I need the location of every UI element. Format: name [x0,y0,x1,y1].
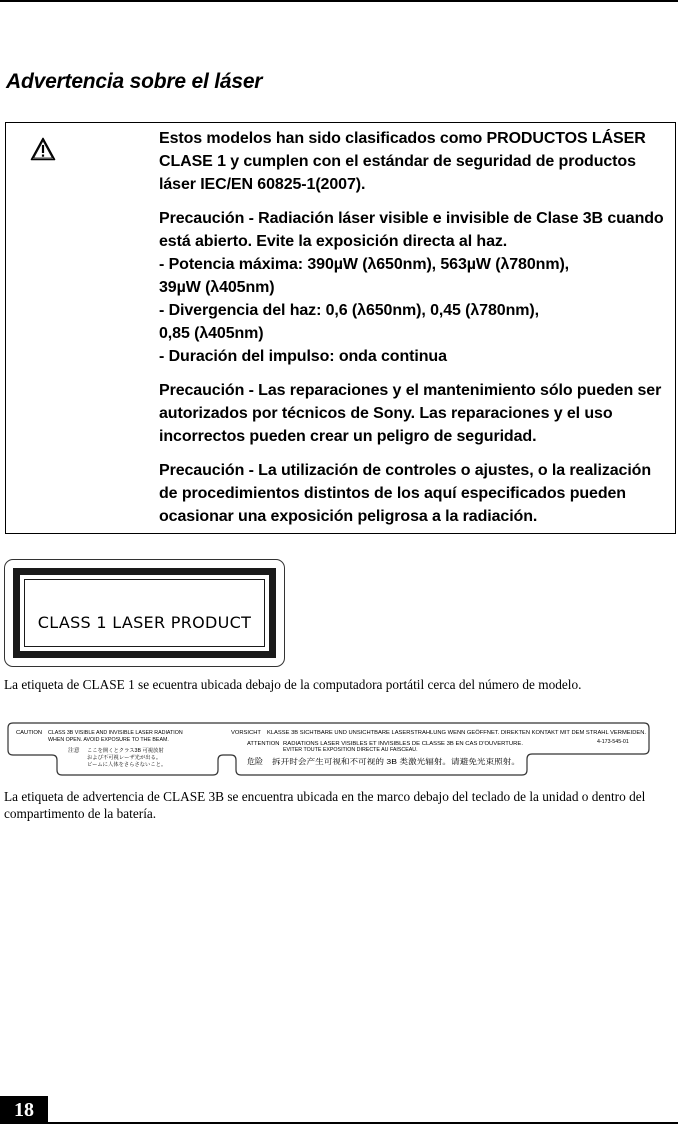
label-frame [13,568,276,658]
text-line: ocasionar una exposición peligrosa a la radiación. [159,508,538,525]
label-inner-frame [24,579,265,647]
bottom-rule [48,1122,678,1124]
warning-triangle-icon [30,137,56,161]
text-line: 0,85 (λ405nm) [159,325,264,342]
japanese-heading: 注意 [68,748,80,754]
caution-line-1: CLASS 3B VISIBLE AND INVISIBLE LASER RADIATION [48,730,183,736]
warning-paragraph-repairs [159,379,674,448]
page-title: Advertencia sobre el láser [6,70,263,93]
text-line: 39µW (λ405nm) [159,279,275,296]
class1-caption: La etiqueta de CLASE 1 se ecuentra ubicada debajo de la computadora portátil cerca del número de modelo. [4,677,582,692]
vorsicht-text: KLASSE 3B SICHTBARE UND UNSICHTBARE LASERSTRAHLUNG WENN GEÖFFNET. DIREKTEN KONTAKT MIT DEM STRAHL VERMEIDEN. [267,730,615,736]
text-line: autorizados por técnicos de Sony. Las reparaciones y el uso [159,405,613,422]
warning-paragraph-classification [159,127,674,196]
class1-laser-label [4,559,285,667]
text-line: de procedimientos distintos de los aquí especificados pueden [159,485,626,502]
chinese-text: 拆开时会产生可视和不可视的 3B 类激光辐射。请避免光束照射。 [272,757,520,766]
class3b-warning-label [7,722,650,776]
attention-line-2: EVITER TOUTE EXPOSITION DIRECTE AU FAISCEAU. [283,747,418,753]
class1-label-text: CLASS 1 LASER PRODUCT [37,613,252,632]
caution-line-2: WHEN OPEN. AVOID EXPOSURE TO THE BEAM. [48,737,169,743]
text-line: Precaución - La utilización de controles o ajustes, o la realización [159,462,652,479]
text-line: CLASE 1 y cumplen con el estándar de seguridad de productos [159,153,636,170]
attention-heading: ATTENTION [247,741,280,747]
chinese-heading: 危险 [247,757,263,766]
japanese-line-2: および不可視レーザ光が出る。 [87,755,162,761]
text-line: láser IEC/EN 60825-1(2007). [159,176,366,193]
text-line: - Divergencia del haz: 0,6 (λ650nm), 0,45 (λ780nm), [159,302,539,319]
vorsicht-heading: VORSICHT [231,730,261,736]
text-line: - Potencia máxima: 390µW (λ650nm), 563µW (λ780nm), [159,256,570,273]
class3b-caption: La etiqueta de advertencia de CLASE 3B se encuentra ubicada en the marco debajo del teclado de la unidad o dentro del compartimento de la batería. [4,789,646,821]
laser-warning-box [5,122,676,534]
warning-paragraph-radiation [159,207,674,368]
text-line: está abierto. Evite la exposición directa al haz. [159,233,508,250]
warning-text [159,127,674,539]
text-line: - Duración del impulso: onda continua [159,348,447,365]
text-line: incorrectos pueden crear un peligro de seguridad. [159,428,537,445]
caution-heading: CAUTION [16,730,43,736]
page-number: 18 [0,1096,48,1124]
japanese-line-3: ビームに人体をさらさないこと。 [87,762,167,768]
text-line: Precaución - Las reparaciones y el mantenimiento sólo pueden ser [159,382,662,399]
japanese-line-1: ここを開くとクラス3B 可視放射 [87,748,164,754]
text-line: Estos modelos han sido clasificados como PRODUCTOS LÁSER [159,130,646,147]
attention-line-1: RADIATIONS LASER VISIBLES ET INVISIBLES DE CLASSE 3B EN CAS D'OUVERTURE. [283,741,523,747]
top-rule [0,0,678,2]
warning-paragraph-controls [159,459,674,528]
label-code: 4-173-545-01 [597,739,629,745]
text-line: Precaución - Radiación láser visible e invisible de Clase 3B cuando [159,210,664,227]
